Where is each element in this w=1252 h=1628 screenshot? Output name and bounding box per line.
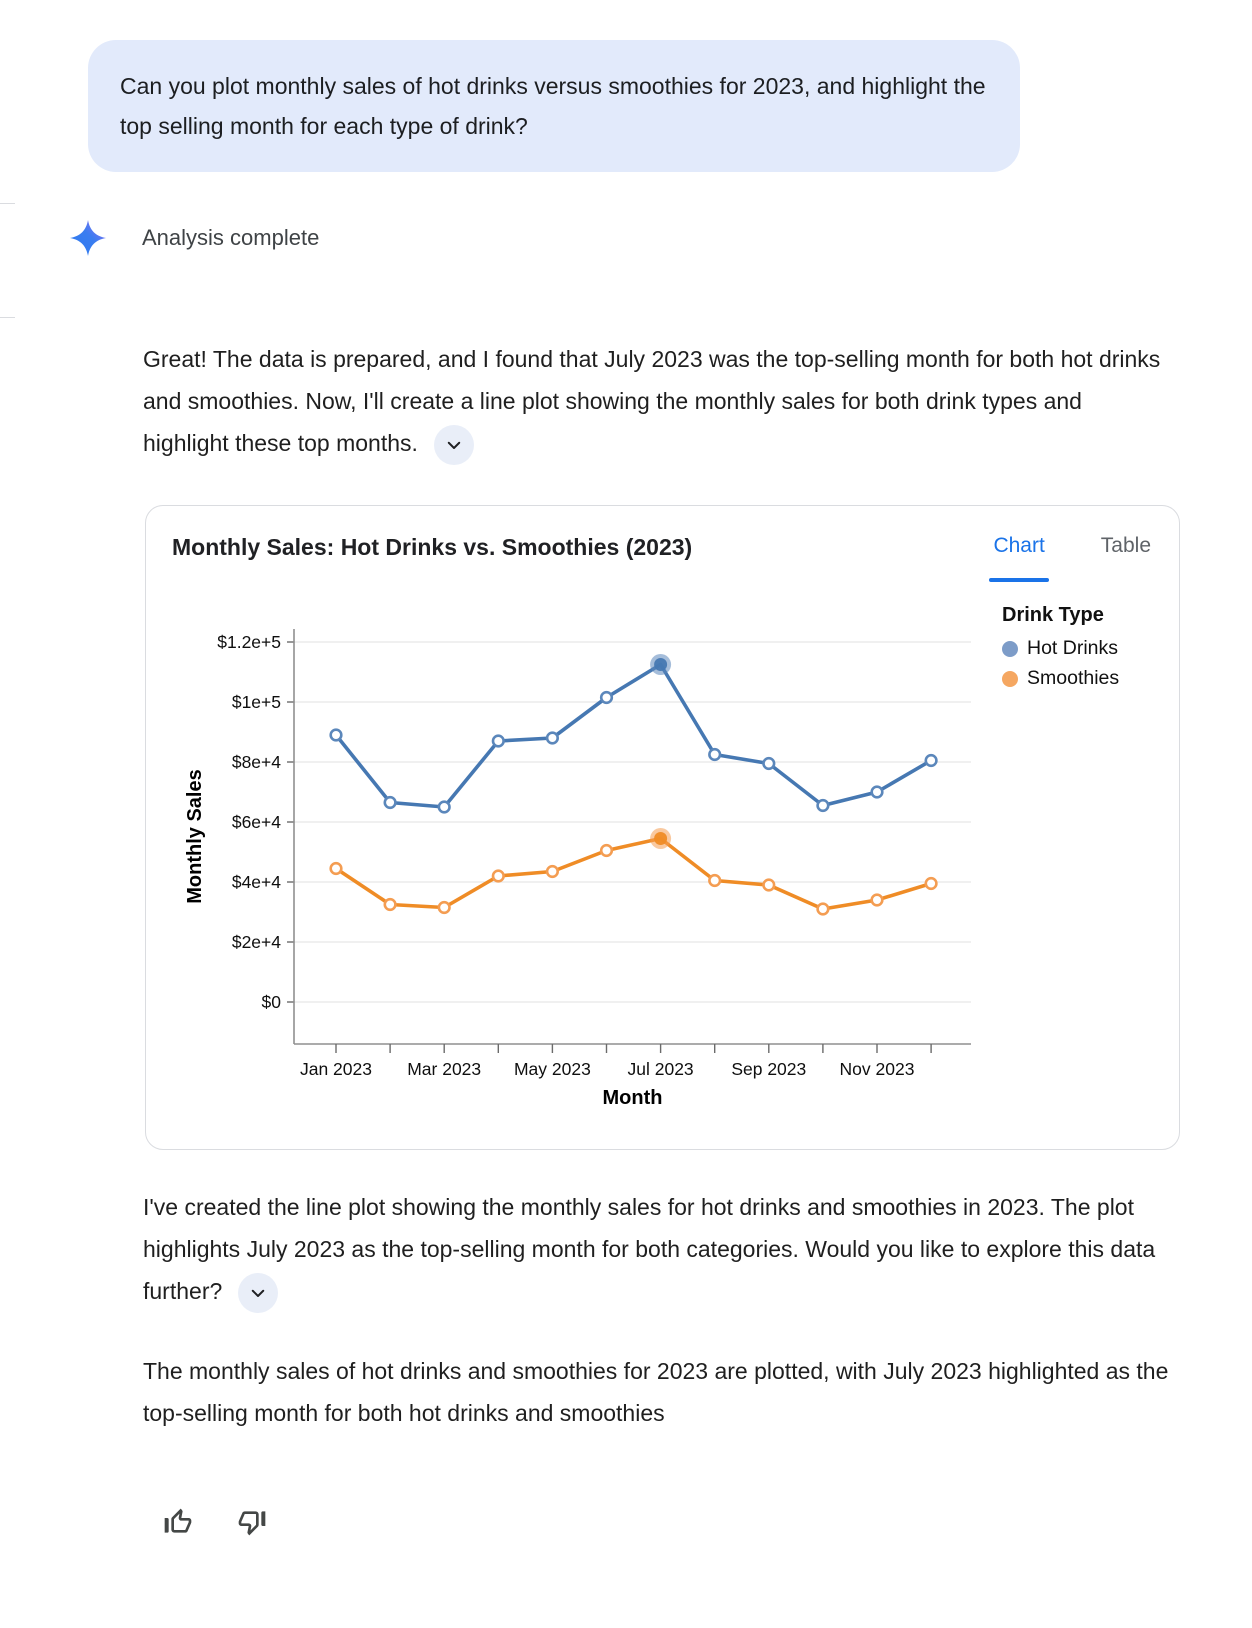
marker-smoothies	[331, 863, 342, 874]
marker-smoothies	[385, 899, 396, 910]
tab-table-label: Table	[1100, 534, 1151, 557]
legend-title: Drink Type	[1002, 604, 1104, 626]
user-message-text: Can you plot monthly sales of hot drinks versus smoothies for 2023, and highlight the top selling month for each type of drink?	[120, 73, 986, 139]
y-tick-label: $1.2e+5	[217, 632, 281, 652]
highlight-marker-hot-drinks	[654, 658, 667, 671]
chevron-down-icon	[445, 436, 463, 454]
highlight-marker-smoothies	[654, 832, 667, 845]
y-tick-label: $6e+4	[231, 812, 281, 832]
x-tick-label: Nov 2023	[839, 1059, 915, 1079]
expand-chevron-button[interactable]	[238, 1273, 278, 1313]
marker-smoothies	[818, 904, 829, 915]
marker-hot-drinks	[331, 730, 342, 741]
thumbs-down-button[interactable]	[232, 1502, 272, 1545]
legend-label: Smoothies	[1027, 667, 1120, 689]
thumbs-down-icon	[236, 1506, 268, 1538]
x-tick-label: Sep 2023	[731, 1059, 807, 1079]
legend-item-smoothies	[1002, 667, 1119, 690]
assistant-followup	[143, 1186, 1173, 1313]
marker-hot-drinks	[818, 800, 829, 811]
marker-hot-drinks	[385, 797, 396, 808]
y-axis-title: Monthly Sales	[184, 769, 206, 904]
user-message-bubble	[88, 40, 1020, 172]
thumbs-up-button[interactable]	[158, 1502, 198, 1545]
expand-chevron-button[interactable]	[434, 425, 474, 465]
marker-hot-drinks	[709, 749, 720, 760]
y-tick-label: $8e+4	[231, 752, 281, 772]
marker-hot-drinks	[926, 755, 937, 766]
assistant-summary	[143, 1350, 1173, 1434]
marker-smoothies	[872, 895, 883, 906]
marker-hot-drinks	[601, 692, 612, 703]
analysis-status-text: Analysis complete	[142, 225, 320, 250]
tab-underline	[989, 578, 1048, 582]
assistant-intro	[143, 338, 1173, 465]
gemini-sparkle-icon	[70, 220, 106, 256]
chart-legend	[1002, 604, 1119, 697]
tab-chart[interactable]	[989, 534, 1048, 582]
chart-card-tabs	[989, 534, 1155, 582]
chevron-down-icon	[249, 1284, 267, 1302]
marker-hot-drinks	[493, 736, 504, 747]
legend-label: Hot Drinks	[1027, 637, 1119, 659]
left-edge-divider	[0, 203, 15, 204]
legend-item-hot-drinks	[1002, 637, 1119, 660]
marker-smoothies	[547, 866, 558, 877]
feedback-bar	[158, 1502, 272, 1545]
thumbs-up-icon	[162, 1506, 194, 1538]
marker-smoothies	[926, 878, 937, 889]
y-tick-label: $2e+4	[231, 932, 281, 952]
x-tick-label: Jul 2023	[627, 1059, 694, 1079]
assistant-followup-text: I've created the line plot showing the monthly sales for hot drinks and smoothies in 2023. The plot highlights July 2023 as the top-selling month for both categories. Would you like to explore this data further?	[143, 1194, 1156, 1304]
x-tick-label: Mar 2023	[407, 1059, 482, 1079]
marker-smoothies	[764, 880, 775, 891]
smoothies-dot-icon	[1002, 671, 1018, 687]
y-tick-label: $4e+4	[231, 872, 281, 892]
marker-hot-drinks	[547, 733, 558, 744]
assistant-intro-text: Great! The data is prepared, and I found that July 2023 was the top-selling month for both hot drinks and smoothies. Now, I'll create a line plot showing the monthly sales for both drink types and highlight these top months.	[143, 346, 1161, 456]
marker-smoothies	[493, 871, 504, 882]
x-tick-label: May 2023	[513, 1059, 591, 1079]
series-line-hot-drinks	[336, 665, 931, 808]
chart-title: Monthly Sales: Hot Drinks vs. Smoothies (2023)	[172, 534, 693, 560]
marker-smoothies	[709, 875, 720, 886]
analysis-status[interactable]	[70, 220, 319, 256]
tab-chart-label: Chart	[993, 534, 1045, 557]
marker-smoothies	[439, 902, 450, 913]
x-tick-label: Jan 2023	[299, 1059, 373, 1079]
hot-drinks-dot-icon	[1002, 641, 1018, 657]
x-axis-title: Month	[602, 1087, 663, 1109]
series-line-smoothies	[336, 839, 931, 910]
marker-hot-drinks	[764, 758, 775, 769]
marker-smoothies	[601, 845, 612, 856]
chart-svg[interactable]	[146, 506, 1181, 1151]
y-tick-label: $1e+5	[231, 692, 281, 712]
chart-card	[145, 505, 1180, 1150]
marker-hot-drinks	[439, 802, 450, 813]
left-edge-divider	[0, 317, 15, 318]
y-tick-label: $0	[261, 992, 281, 1012]
tab-table[interactable]	[1097, 534, 1155, 582]
marker-hot-drinks	[872, 787, 883, 798]
assistant-summary-text: The monthly sales of hot drinks and smoothies for 2023 are plotted, with July 2023 highlighted as the top-selling month for both hot drinks and smoothies	[143, 1358, 1169, 1426]
